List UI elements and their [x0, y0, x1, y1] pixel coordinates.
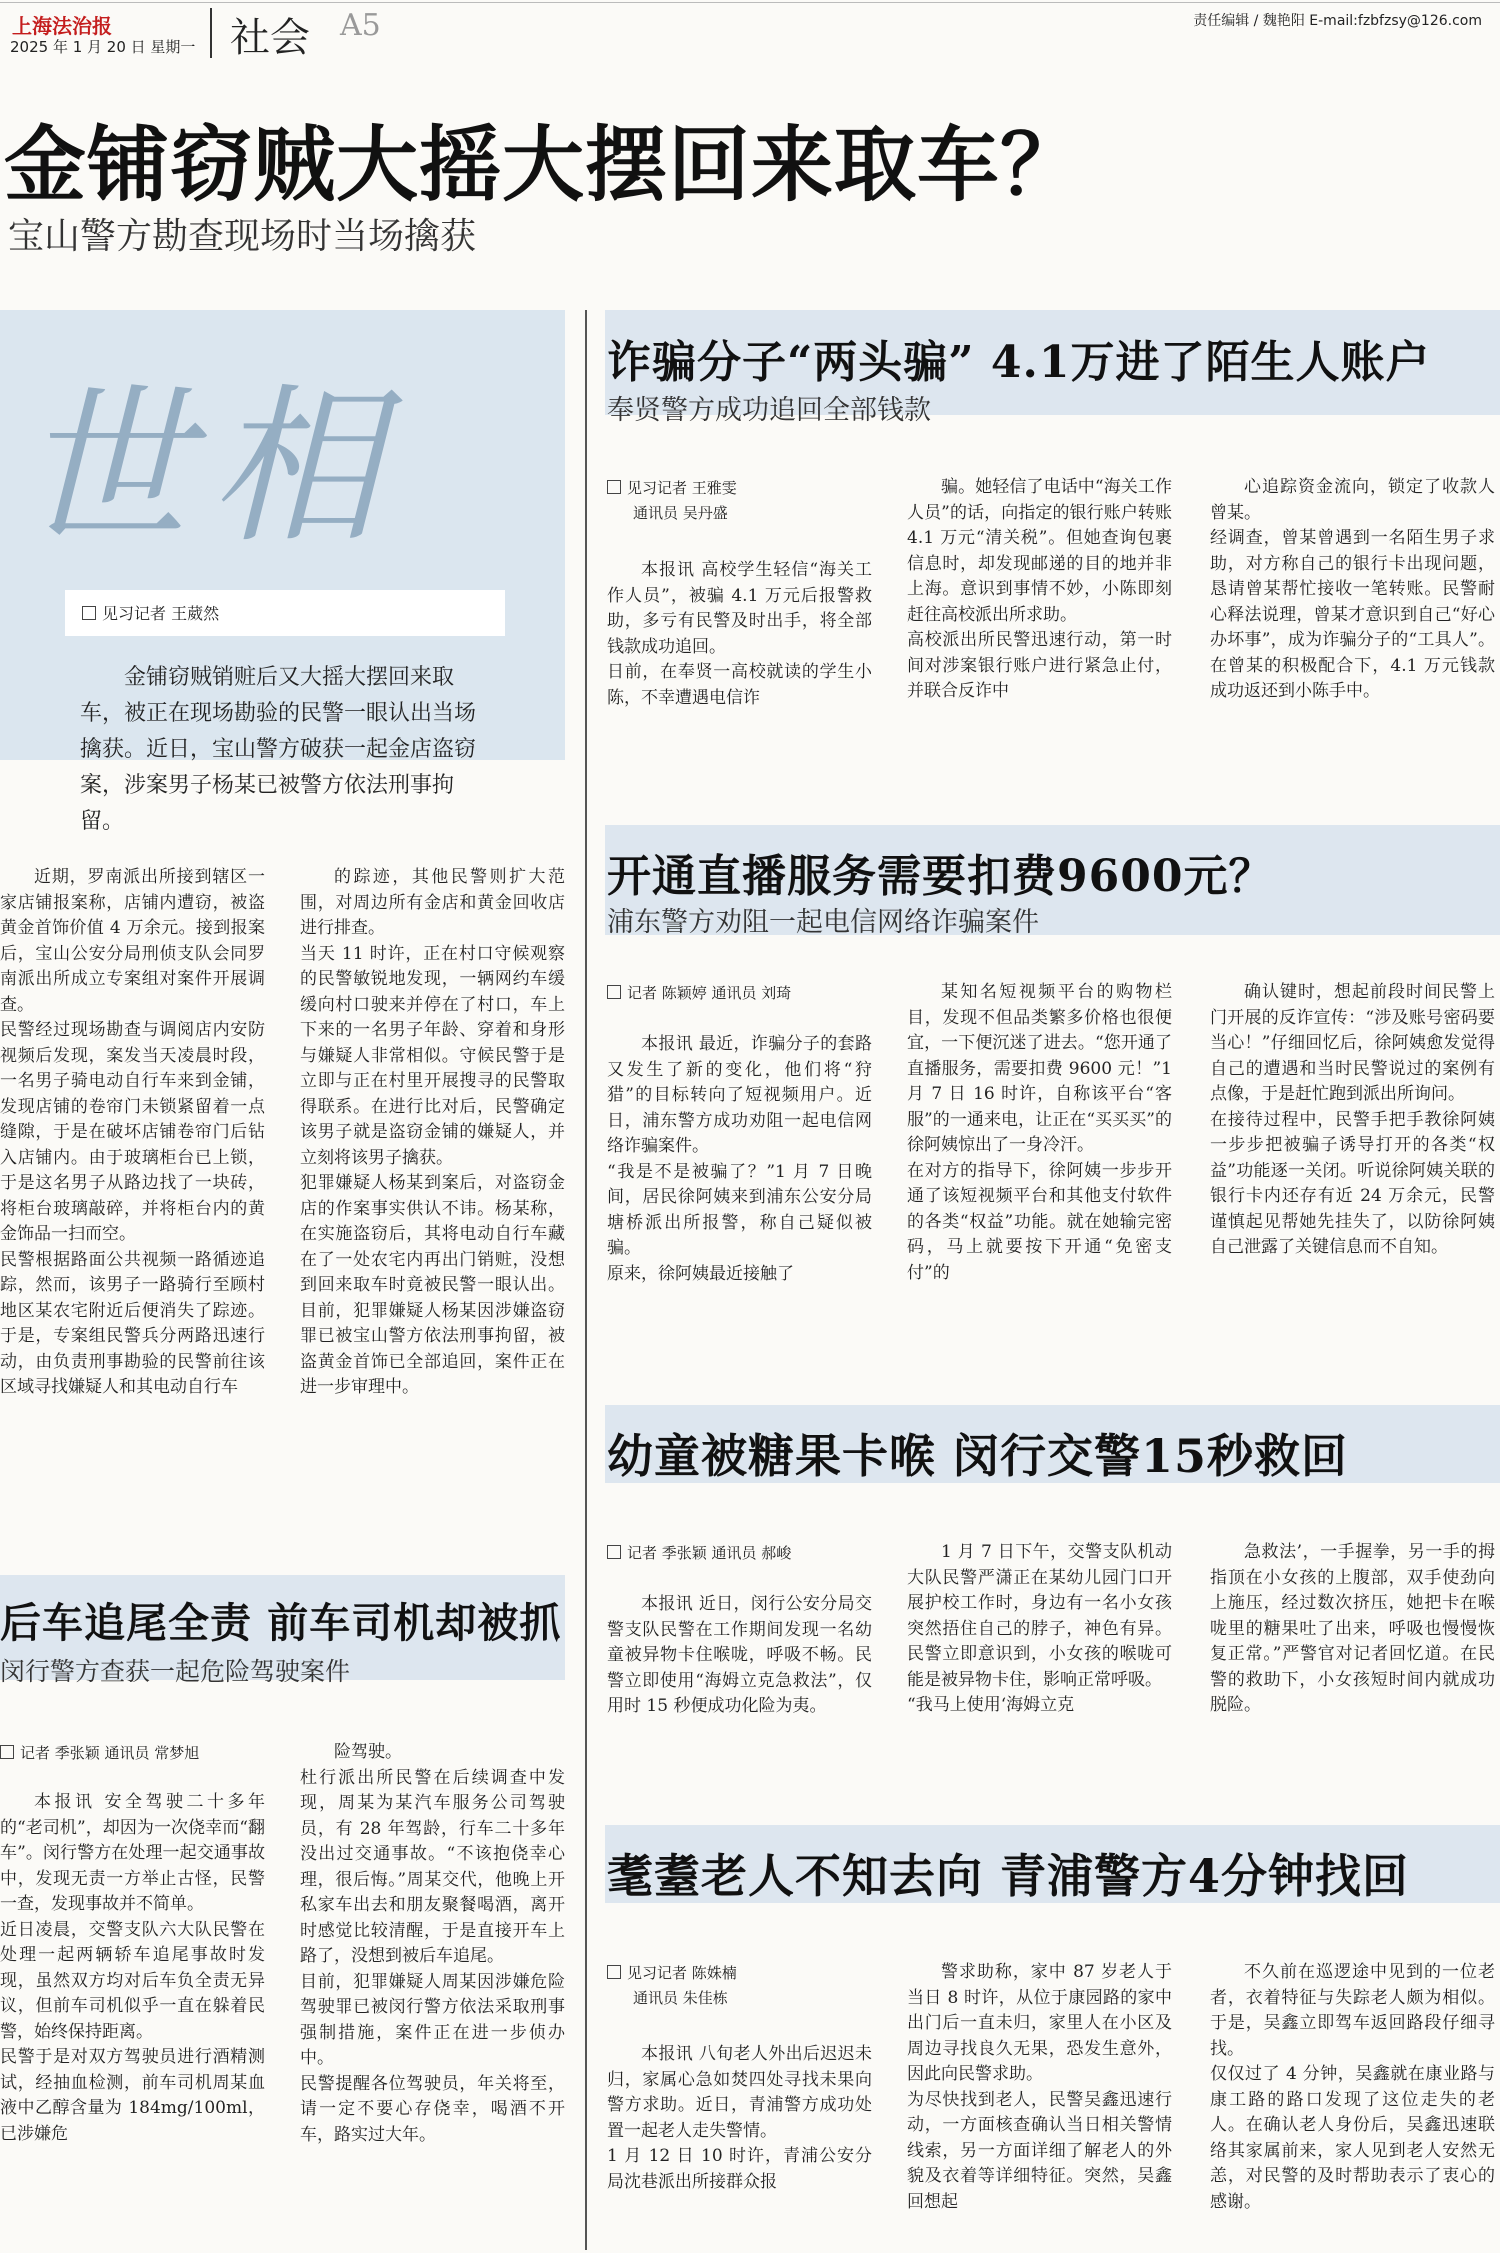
elder-column-3: 不久前在巡逻途中见到的一位老者，衣着特征与失踪老人颇为相似。于是，吴鑫立即驾车返回路段仔细寻找。 仅仅过了 4 分钟，吴鑫就在康业路与康工路的路口发现了这位走失的老人。在确认老人身份后，吴鑫迅速联络其家属前来，家人见到老人安然无恙，对民警的及时帮助表示了衷心的感谢。: [1210, 1962, 1495, 2212]
column-divider: [585, 310, 587, 2250]
lead-column-1: 近期，罗南派出所接到辖区一家店铺报案称，店铺内遭窃，被盗黄金首饰价值 4 万余元。接到报案后，宝山公安分局刑侦支队会同罗南派出所成立专案组对案件开展调查。 民警经过现场勘查与调阅店内安防视频后发现，案发当天凌晨时段，一名男子骑电动自行车来到金铺，发现店铺的卷帘门未锁紧留着一点缝隙，于是在破坏店铺卷帘门后钻入店铺内。由于玻璃柜台已上锁，于是这名男子从路边找了一块砖，将柜台玻璃敲碎，并将柜台内的黄金饰品一扫而空。 民警根据路面公共视频一路循迹追踪，然而，该男子一路骑行至顾村地区某农宅附近后便消失了踪迹。于是，专案组民警兵分两路迅速行动，由负责刑事勘验的民警前往该区域寻找嫌疑人和其电动自行车: [0, 867, 265, 1397]
elder-column-2: 警求助称，家中 87 岁老人于当日 8 时许，从位于康园路的家中出门后一直未归，家里人在小区及周边寻找良久无果，恐发生意外，因此向民警求助。 为尽快找到老人，民警吴鑫迅速行动，一方面核查确认当日相关警情线索，另一方面详细了解老人的外貌及衣着等详细特征。突然，吴鑫回想起: [907, 1962, 1172, 2212]
header-divider: [210, 8, 212, 58]
fraud-story-byline: 见习记者 王雅雯: [607, 475, 737, 501]
rear-column-2: 险驾驶。 杜行派出所民警在后续调查中发现，周某为某汽车服务公司驾驶员，有 28 年驾龄，行车二十多年没出过交通事故。“不该抱侥幸心理，很后悔。”周某交代，他晚上开私家车出去和朋友聚餐喝酒，离开时感觉比较清醒，于是直接开车上路了，没想到被后车追尾。 目前，犯罪嫌疑人周某因涉嫌危险驾驶罪已被闵行警方依法采取刑事强制措施，案件正在进一步侦办中。 民警提醒各位驾驶员，年关将至，请一定不要心存侥幸，喝酒不开车，路实过大年。: [300, 1742, 565, 2145]
candy-story-title: 幼童被糖果卡喉 闵行交警15秒救回: [607, 1429, 1349, 1483]
live-story-byline: 记者 陈颖婷 通讯员 刘琦: [607, 980, 791, 1006]
elder-column-1: 本报讯 八旬老人外出后迟迟未归，家属心急如焚四处寻找未果向警方求助。近日，青浦警方成功处置一起老人走失警情。 1 月 12 日 10 时许，青浦公安分局沈巷派出所接群众报: [607, 2044, 872, 2192]
rear-story-subtitle: 闵行警方查获一起危险驾驶案件: [0, 1657, 351, 1686]
live-story-title: 开通直播服务需要扣费9600元？: [607, 851, 1274, 902]
lead-column-2: 的踪迹，其他民警则扩大范围，对周边所有金店和黄金回收店进行排查。 当天 11 时许，正在村口守候观察的民警敏锐地发现，一辆网约车缓缓向村口驶来并停在了村口，车上下来的一名男子年龄、穿着和身形与嫌疑人非常相似。守候民警于是立即与正在村里开展搜寻的民警取得联系。在进行比对后，民警确定该男子就是盗窃金铺的嫌疑人，并立刻将该男子擒获。 犯罪嫌疑人杨某到案后，对盗窃金店的作案事实供认不讳。杨某称，在实施盗窃后，其将电动自行车藏在了一处农宅内再出门销赃，没想到回来取车时竟被民警一眼认出。目前，犯罪嫌疑人杨某因涉嫌盗窃罪已被宝山警方依法刑事拘留，被盗黄金首饰已全部追回，案件正在进一步审理中。: [300, 867, 565, 1397]
live-column-2: 某知名短视频平台的购物栏目，发现不但品类繁多价格也很便宜，一下便沉迷了进去。“您开通了直播服务，需要扣费 9600 元！”1 月 7 日 16 时许，自称该平台“客服”的一通来电，让正在“买买买”的徐阿姨惊出了一身冷汗。 在对方的指导下，徐阿姨一步步开通了该短视频平台和其他支付软件的各类“权益”功能。就在她输完密码，马上就要按下开通“免密支付”的: [907, 982, 1172, 1283]
masthead-logo: 上海法治报: [12, 14, 112, 38]
elder-story-byline-2: 通讯员 朱佳栋: [633, 1989, 728, 2007]
top-rule: [0, 2, 1500, 3]
elder-story-title: 耄耋老人不知去向 青浦警方4分钟找回: [607, 1849, 1410, 1903]
elder-story-byline: 见习记者 陈姝楠: [607, 1960, 737, 1986]
rear-column-1: 本报讯 安全驾驶二十多年的“老司机”，却因为一次侥幸而“翻车”。闵行警方在处理一起交通事故中，发现无责一方举止古怪，民警一查，发现事故并不简单。 近日凌晨，交警支队六大队民警在处理一起两辆轿车追尾事故时发现，虽然双方均对后车负全责无异议，但前车司机似乎一直在躲着民警，始终保持距离。 民警于是对双方驾驶员进行酒精测试，经抽血检测，前车司机周某血液中乙醇含量为 184mg/100ml，已涉嫌危: [0, 1792, 265, 2144]
live-column-1: 本报讯 最近，诈骗分子的套路又发生了新的变化，他们将“狩猎”的目标转向了短视频用户。近日，浦东警方成功劝阻一起电信网络诈骗案件。 “我是不是被骗了？”1 月 7 日晚间，居民徐阿姨来到浦东公安分局塘桥派出所报警，称自己疑似被骗。 原来，徐阿姨最近接触了: [607, 1034, 872, 1284]
fraud-column-2: 骗。她轻信了电话中“海关工作人员”的话，向指定的银行账户转账 4.1 万元“清关税”。但她查询包裹信息时，却发现邮递的目的地并非上海。意识到事情不妙，小陈即刻赶往高校派出所求助。 高校派出所民警迅速行动，第一时间对涉案银行账户进行紧急止付，并联合反诈中: [907, 477, 1172, 701]
lead-intro: 金铺窃贼销赃后又大摇大摆回来取车，被正在现场勘验的民警一眼认出当场擒获。近日，宝山警方破获一起金店盗窃案，涉案男子杨某已被警方依法刑事拘留。: [80, 665, 477, 834]
fraud-column-1: 本报讯 高校学生轻信“海关工作人员”，被骗 4.1 万元后报警救助，多亏有民警及时出手，将全部钱款成功追回。 日前，在奉贤一高校就读的学生小陈，不幸遭遇电信诈: [607, 560, 872, 708]
candy-column-2: 1 月 7 日下午，交警支队机动大队民警严潇正在某幼儿园门口开展护校工作时，身边有一名小女孩突然捂住自己的脖子，神色有异。民警立即意识到，小女孩的喉咙可能是被异物卡住，影响正常呼吸。 “我马上使用‘海姆立克: [907, 1542, 1172, 1715]
rear-story-title: 后车追尾全责 前车司机却被抓: [0, 1599, 562, 1647]
candy-story-byline: 记者 季张颖 通讯员 郝峻: [607, 1540, 791, 1566]
candy-column-1: 本报讯 近日，闵行公安分局交警支队民警在工作期间发现一名幼童被异物卡住喉咙，呼吸不畅。民警立即使用“海姆立克急救法”，仅用时 15 秒便成功化险为夷。: [607, 1594, 872, 1716]
fraud-story-title: 诈骗分子“两头骗” 4.1万进了陌生人账户: [607, 337, 1431, 388]
page-number: A5: [340, 8, 381, 43]
fraud-story-subtitle: 奉贤警方成功追回全部钱款: [607, 395, 931, 426]
editor-credit: 责任编辑 / 魏艳阳 E-mail:fzbfzsy@126.com: [1193, 13, 1482, 29]
rear-story-byline: 记者 季张颖 通讯员 常梦旭: [0, 1740, 199, 1766]
lead-headline: 金铺窃贼大摇大摆回来取车？: [4, 117, 1084, 213]
section-name: 社会: [230, 15, 310, 61]
live-story-subtitle: 浦东警方劝阻一起电信网络诈骗案件: [607, 907, 1039, 938]
issue-date: 2025 年 1 月 20 日 星期一: [10, 38, 196, 56]
lead-byline: 见习记者 王葳然: [82, 601, 219, 624]
fraud-story-byline-2: 通讯员 吴丹盛: [633, 504, 728, 522]
lead-subheadline: 宝山警方勘查现场时当场擒获: [8, 216, 477, 257]
fraud-column-3: 心追踪资金流向，锁定了收款人曾某。 经调查，曾某曾遇到一名陌生男子求助，对方称自己的银行卡出现问题，恳请曾某帮忙接收一笔转账。民警耐心释法说理，曾某才意识到自己“好心办坏事”，成为诈骗分子的“工具人”。在曾某的积极配合下，4.1 万元钱款成功返还到小陈手中。: [1210, 477, 1495, 701]
candy-column-3: 急救法’，一手握拳，另一手的拇指顶在小女孩的上腹部，双手使劲向上施压，经过数次挤压，她把卡在喉咙里的糖果吐了出来，呼吸也慢慢恢复正常。”严警官对记者回忆道。在民警的救助下，小女孩短时间内就成功脱险。: [1210, 1542, 1495, 1715]
live-column-3: 确认键时，想起前段时间民警上门开展的反诈宣传：“涉及账号密码要当心！”仔细回忆后，徐阿姨愈发觉得自己的遭遇和当时民警说过的案例有点像，于是赶忙跑到派出所询问。 在接待过程中，民警手把手教徐阿姨一步步把被骗子诱导打开的各类“权益”功能逐一关闭。听说徐阿姨关联的银行卡内还存有近 24 万余元，民警谨慎起见帮她先挂失了，以防徐阿姨自己泄露了关键信息而不自知。: [1210, 982, 1495, 1257]
column-label: 世相: [20, 369, 401, 567]
